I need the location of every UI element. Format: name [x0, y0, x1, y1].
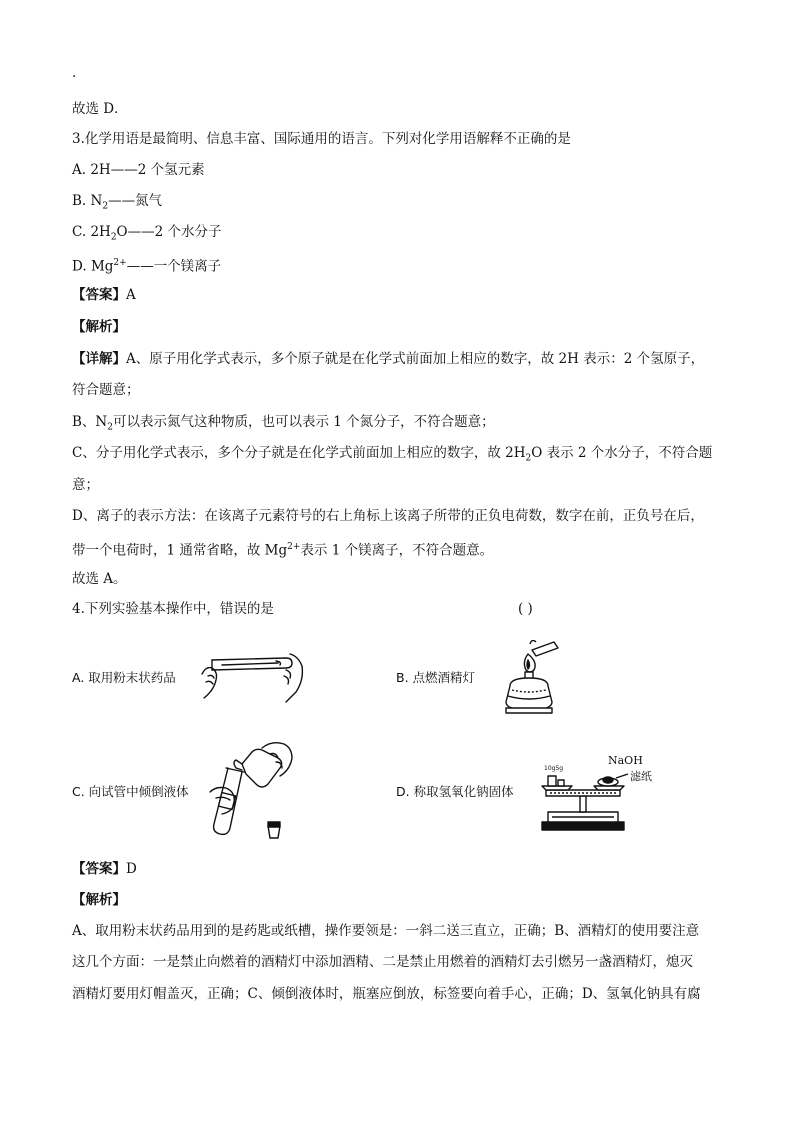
- q3-option-b: B. $N_2——$氮气: [72, 193, 163, 212]
- q4-analysis-line-1: A、取用粉末状药品用到的是药匙或纸槽，操作要领是：一斜二送三直立，正确；B、酒精灯的使用要注意: [72, 923, 700, 939]
- q4-analysis-line-2: 这几个方面：一是禁止向燃着的酒精灯中添加酒精、二是禁止用燃着的酒精灯去引燃另一盏酒精灯，熄灭: [72, 954, 693, 970]
- q4-analysis-tag: 【解析】: [72, 892, 126, 908]
- q3-detail-c: C、分子用化学式表示，多个分子就是在化学式前面加上相应的数字，故 $2H_2O$ 表示 2 个水分子，不符合题: [72, 445, 713, 464]
- q4-option-d-label: D. 称取氢氧化钠固体: [396, 784, 514, 799]
- q3-option-d: D. $Mg^{2+}——$一个镁离子: [72, 258, 222, 275]
- previous-answer: 故选 D．: [72, 101, 128, 117]
- q4-analysis-line-3: 酒精灯要用灯帽盖灭，正确；C、倾倒液体时，瓶塞应倒放，标签要向着手心，正确；D、氢氧化钠具有腐: [72, 986, 701, 1002]
- figure-d-paper-label: 滤纸: [630, 770, 652, 783]
- q3-option-a: A. 2H——2 个氢元素: [72, 162, 205, 178]
- q3-analysis-tag: 【解析】: [72, 319, 126, 335]
- q3-option-c: C. $2H_2O——2$ 个水分子: [72, 224, 222, 243]
- figure-d-naoh-label: NaOH: [608, 754, 643, 767]
- q3-conclusion: 故选 A。: [72, 571, 127, 587]
- q3-detail-c-cont: 意；: [72, 477, 99, 493]
- leading-dot: ·: [72, 69, 77, 85]
- q3-detail-d-cont: 带一个电荷时，1 通常省略，故 $Mg^{2+}$表示 1 个镁离子，不符合题意。: [72, 542, 494, 559]
- q3-detail-d: D、离子的表示方法：在该离子元素符号的右上角标上该离子所带的正负电荷数，数字在前，正负号在后，: [72, 508, 704, 524]
- q4-option-a-label: A. 取用粉末状药品: [72, 670, 176, 685]
- figure-alcohol-lamp: [494, 640, 570, 716]
- q3-answer: 【答案】A: [72, 287, 136, 303]
- q3-detail-b: B、$N_2$可以表示氮气这种物质，也可以表示 1 个氮分子，不符合题意；: [72, 414, 495, 433]
- q4-stem: 4.下列实验基本操作中，错误的是: [72, 601, 274, 617]
- q3-detail-a: 【详解】A、原子用化学式表示，多个原子就是在化学式前面加上相应的数字，故 2H 表示：2 个氢原子，: [72, 351, 705, 367]
- figure-powder-sampling: [198, 646, 308, 704]
- q4-option-c-label: C. 向试管中倾倒液体: [72, 784, 189, 799]
- q4-answer: 【答案】D: [72, 861, 137, 877]
- q4-answer-paren: ( ): [518, 601, 533, 617]
- figure-pouring-liquid: [206, 740, 298, 840]
- q3-stem: 3.化学用语是最简明、信息丰富、国际通用的语言。下列对化学用语解释不正确的是: [72, 131, 571, 147]
- q3-detail-a-cont: 符合题意；: [72, 382, 140, 398]
- figure-d-weights-label: 10g5g: [544, 765, 564, 772]
- figure-balance-naoh: [536, 752, 654, 836]
- q4-option-b-label: B. 点燃酒精灯: [396, 670, 476, 685]
